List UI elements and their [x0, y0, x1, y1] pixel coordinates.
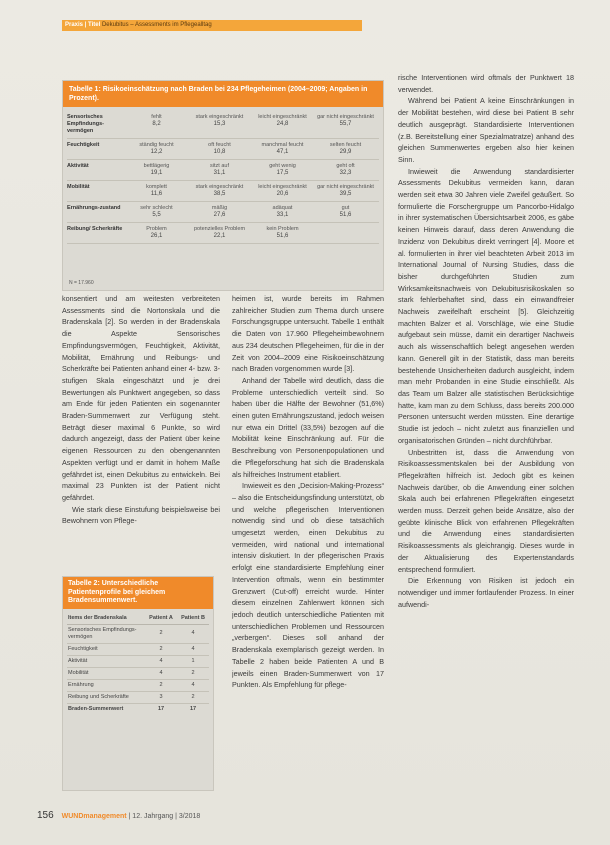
table-1-cell-label: Problem	[146, 226, 167, 232]
table-2-row	[67, 655, 209, 667]
table-1-cell	[314, 205, 377, 219]
table-2-sum-row	[67, 703, 209, 715]
page-footer	[37, 810, 200, 821]
table-2-cell: 4	[177, 679, 209, 691]
table-1-cell	[251, 114, 314, 135]
table-2-title: Tabelle 2: Unterschiedliche Patientenprofile bei gleichem Bradensummenwert.	[63, 577, 213, 609]
table-1-cell	[251, 226, 314, 240]
table-1-row-label: Ernährungs-zustand	[67, 205, 121, 211]
table-1-cell-label: stark eingeschränkt	[195, 114, 244, 120]
paragraph: konsentiert und am weitesten verbreiteten Assessments sind die Nortonskala und die Bradenskala [2]. So werden in der Bradenskala die Aspekte Sensorisches Empfindungsvermögen, Feuchtigkeit, Aktivität, Mobilität, Ernährung und Reibungs- und Scherkräfte bei Patienten anhand einer 4- bzw. 3-stufigen Skala eingeschätzt und je drei Bewertungen als Punktwert angegeben, so dass am Ende für jeden Patienten ein sogenannter Braden-Summenwert zur Verfügung steht. Beträgt dieser maximal 6 Punkte, so wird dadurch angezeigt, dass der Patient über keine eigenen Ressourcen zu den obengenannten Aspekten verfügt und er damit in hohem Maße gefährdet ist, einen Dekubitus zu entwickeln. Bei maximal 23 Punkten ist der Patient nicht gefährdet.	[62, 294, 220, 502]
table-2-sum-cell: Braden-Summenwert	[68, 705, 124, 712]
table-2-cell: 4	[145, 655, 177, 667]
table-1-cell-label: gar nicht eingeschränkt	[317, 114, 374, 120]
table-1-cell-value: 8,2	[152, 121, 161, 127]
paragraph: Die Erkennung von Risiken ist jedoch ein notwendiger und immer fortlaufender Prozess. In einer aufwendi-	[398, 576, 574, 609]
table-1-cell-value: 26,1	[150, 233, 163, 239]
table-1-cell-label: sehr schlecht	[140, 205, 173, 211]
text-column-middle	[232, 293, 384, 823]
table-1-cell	[125, 184, 188, 198]
table-1-cell-value: 38,5	[213, 191, 226, 197]
table-2-sum-cell: 17	[189, 705, 197, 712]
table-2-cell: 2	[177, 667, 209, 679]
table-1-note: N = 17.960	[69, 280, 94, 286]
table-1-grid	[67, 111, 379, 244]
table-1-cell-value: 31,1	[213, 170, 226, 176]
table-1-row	[67, 160, 379, 181]
table-2-cell: Ernährung	[67, 679, 145, 691]
paragraph: Wie stark diese Einstufung beispielsweise bei Bewohnern von Pflege-	[62, 504, 220, 526]
table-1-cell	[125, 163, 188, 177]
table-1-cell-value: 20,6	[276, 191, 289, 197]
table-1-cell	[188, 226, 251, 240]
paragraph: rische Interventionen wird oftmals der Punktwert 18 verwendet.	[398, 73, 574, 94]
table-1-cell-value: 15,3	[213, 121, 226, 127]
table-1-cell-label: komplett	[146, 184, 167, 190]
table-1-cell-label: sitzt auf	[210, 163, 229, 169]
table-2-cell: Aktivität	[67, 655, 145, 667]
table-1-cell-value: 51,6	[276, 233, 289, 239]
table-1-row	[67, 223, 379, 244]
table-1-cell-value: 5,5	[152, 212, 161, 218]
table-1-cell-label: kein Problem	[266, 226, 299, 232]
table-1-cell	[125, 114, 188, 135]
table-1	[62, 80, 384, 291]
table-1-row-label: Feuchtigkeit	[67, 142, 100, 148]
table-1-row-label: Aktivität	[67, 163, 89, 169]
table-1-cell	[125, 226, 188, 240]
paragraph: Inwieweit die Anwendung standardisierter Assessments Dekubitus vermeiden kann, daran werden seit etwa 30 Jahren viele Zweifel geäußert. So formulierte die Forschergruppe um Pancorbo-Hidalgo in ihrer systematischen Übersichtsarbeit 2006, es gäbe keinen Hinweis darauf, dass deren Anwendung die Inzidenz von Dekubitus direkt verringert [4]. Moore et al. formulierten in ihrer viel beachteten Arbeit 2013 im International Journal of Nursing Studies, dass die bisher durchgeführten Studien zum Wirksamkeitsnachweis von Dekubitusrisikoskalen so stark fehlerbehaftet sind, dass ein einwandfreier Nachweis zweifelhaft erscheint [5]. Gleichzeitig machten Balzer et al. Vorschläge, wie eine Studie aufgebaut sein müsse, damit ein derartiger Nachweis auch als wissenschaftlich belegt angesehen werden kann. Generell gilt in der Statistik, dass man bereits bestehende Unsicherheiten dadurch ausgleicht, indem man mehr Probanden in eine Studie einschließt. Als das Team um Balzer alle statistischen Berücksichtige hatte, kam man zu dem Schluss, dass bereits 200.000 Personen untersucht werden müssten. Eine derartige Studie ist jedoch – nicht zuletzt aus finanziellen und organisatorischen Gründen – nicht durchführbar.	[398, 166, 574, 445]
table-1-cell	[188, 205, 251, 219]
table-1-cell-label: gar nicht eingeschränkt	[317, 184, 374, 190]
issue-info: | 12. Jahrgang | 3/2018	[128, 813, 201, 820]
table-1-cell	[125, 142, 188, 156]
table-2-body	[67, 613, 209, 715]
paragraph: Anhand der Tabelle wird deutlich, dass die Probleme unterschiedlich verteilt sind. So haben über die Hälfte der Bewohner (51,6%) einen guten Ernährungszustand, jedoch weisen nur etwa ein Drittel (33,5%) bezogen auf die Mobilität keine Einschränkung auf. Für die Beschreibung von Personenpopulationen und die Pflegeforschung hat sich die Bradenskala als hilfreiches Instrument etabliert.	[232, 375, 384, 479]
table-1-cell-value: 33,1	[276, 212, 289, 218]
table-2-cell: 2	[145, 643, 177, 655]
paragraph: Während bei Patient A keine Einschränkungen in der Mobilität bestehen, wird diese bei Patient B sehr deutlich ausgeprägt. Standardisierte Interventionen (z.B. Bereitstellung einer Spezialmatratze) anhand des gleichen Summenwertes ergeben also hier keinen Sinn.	[398, 96, 574, 164]
header-accent	[342, 20, 362, 31]
table-2-cell: Feuchtigkeit	[67, 643, 145, 655]
table-1-cell-label: potenzielles Problem	[193, 226, 246, 232]
table-1-cell	[314, 226, 377, 240]
table-1-cell	[188, 184, 251, 198]
table-1-cell	[251, 142, 314, 156]
table-1-cell-label: geht wenig	[269, 163, 296, 169]
table-1-cell-value: 29,9	[339, 149, 352, 155]
paragraph: heimen ist, wurde bereits im Rahmen zahlreicher Studien zum Thema durch unsere Forschungsgruppe untersucht. Tabelle 1 enthält die Daten von 17.960 Pflegeheimbewohnern aus 234 deutschen Pflegeheimen, für die in der Zeit von 2004–2009 eine Risikoeinschätzung nach Braden vorgenommen wurde [3].	[232, 294, 384, 374]
table-1-cell	[251, 163, 314, 177]
table-2-header: Patient A	[145, 613, 177, 625]
table-1-cell-value: 24,8	[276, 121, 289, 127]
table-1-cell-label: leicht eingeschränkt	[258, 114, 307, 120]
magazine-name: WUNDmanagement	[61, 813, 127, 820]
table-1-cell-value: 17,5	[276, 170, 289, 176]
table-1-row	[67, 139, 379, 160]
table-2-cell: 4	[177, 643, 209, 655]
table-1-row-label: Reibung/ Scherkräfte	[67, 226, 123, 232]
table-1-cell-value: 12,2	[150, 149, 163, 155]
table-1-cell-label: oft feucht	[208, 142, 231, 148]
table-1-cell-label: bettlägerig	[143, 163, 170, 169]
table-1-title: Tabelle 1: Risikoeinschätzung nach Braden bei 234 Pflegeheimen (2004–2009; Angaben in Prozent).	[63, 81, 383, 107]
table-1-cell	[314, 184, 377, 198]
table-2-cell: Reibung und Scherkräfte	[67, 691, 145, 703]
table-2-row	[67, 643, 209, 655]
table-1-row	[67, 111, 379, 139]
table-1-cell-value: 19,1	[150, 170, 163, 176]
table-1-cell	[251, 205, 314, 219]
table-2-row	[67, 667, 209, 679]
table-1-cell-value: 27,6	[213, 212, 226, 218]
table-2-cell: 4	[145, 667, 177, 679]
paragraph: Inwieweit es den „Decision-Making-Prozess“ – also die Entscheidungsfindung unterstützt, ob und welche pflegerischen Interventionen notwendig sind und ob diese tatsächlich umgesetzt werden, einen Dekubitus zu vermeiden, wird national und international intensiv diskutiert. In der pflegerischen Praxis erfolgt eine standardisierte Empfehlung einer Intervention oftmals, wenn ein bestimmter Grenzwert (Cut-off) erreicht wurde. Hinter diesem einzelnen Zahlenwert können sich jedoch deutlich unterschiedliche Patienten mit unterschiedlichen Problemen und Ressourcen „verbergen“. Dieses soll anhand der Bradenskala exemplarisch gezeigt werden. In Tabelle 2 haben beide Patienten A und B jeweils einen Braden-Summenwert von 17 Punkten. Als Empfehlung für pflege-	[232, 481, 384, 690]
paragraph: Unbestritten ist, dass die Anwendung von Risikoassessmentskalen bei der Ausbildung von Pflegekräften hilfreich ist. Jedoch gibt es keinen Nachweis darüber, ob die Anwendung einer solchen Skala auch bei erfahrenen Pflegekräften eingesetzt werden muss. Derzeit gehen beide Ansätze, also der geübte klinische Blick von erfahrenen Pflegekräften und die Anwendung eines standardisierten Risikoassessments als gleichrangig. Dieses wurde in der Aktualisierung des Expertenstandards entsprechend formuliert.	[398, 447, 574, 574]
table-2-cell: 2	[145, 679, 177, 691]
table-1-cell	[188, 142, 251, 156]
table-1-cell-label: gut	[341, 205, 350, 211]
table-1-cell-value: 11,6	[150, 191, 163, 197]
table-1-cell-value: 10,8	[213, 149, 226, 155]
table-1-cell	[314, 142, 377, 156]
table-1-cell-label: stark eingeschränkt	[195, 184, 244, 190]
table-2-cell: 3	[145, 691, 177, 703]
table-2-cell: 1	[177, 655, 209, 667]
table-2-cell: Sensorisches Empfindungs-vermögen	[67, 624, 145, 643]
page-number: 156	[37, 810, 54, 821]
running-header	[62, 20, 345, 31]
table-1-cell-label: ständig feucht	[139, 142, 174, 148]
table-1-cell-value: 55,7	[339, 121, 352, 127]
table-1-cell-label: adäquat	[272, 205, 293, 211]
table-2-row	[67, 691, 209, 703]
table-2-header: Items der Bradenskala	[67, 613, 145, 625]
header-section: Praxis | Titel	[65, 22, 101, 28]
table-1-cell-value: 47,1	[276, 149, 289, 155]
table-1-row	[67, 181, 379, 202]
table-2-cell: 4	[177, 624, 209, 643]
table-1-cell	[188, 114, 251, 135]
table-2-cell: 2	[177, 691, 209, 703]
table-1-cell	[125, 205, 188, 219]
table-1-cell-label: manchmal feucht	[261, 142, 304, 148]
table-2-header: Patient B	[177, 613, 209, 625]
table-2-row	[67, 624, 209, 643]
table-2-sum-cell: 17	[157, 705, 165, 712]
table-1-cell	[251, 184, 314, 198]
header-topic: Dekubitus – Assessments im Pflegealltag	[101, 22, 212, 28]
table-1-row-label: Mobilität	[67, 184, 90, 190]
table-1-cell-label: geht oft	[336, 163, 355, 169]
table-2	[62, 576, 214, 791]
table-2-row	[67, 679, 209, 691]
table-1-cell-label: mäßig	[211, 205, 228, 211]
table-1-cell-label: fehlt	[151, 114, 162, 120]
table-1-cell-value: 32,3	[339, 170, 352, 176]
table-2-cell: Mobilität	[67, 667, 145, 679]
table-1-cell-label: leicht eingeschränkt	[258, 184, 307, 190]
table-1-row-label: Sensorisches Empfindungs-vermögen	[67, 114, 104, 134]
text-column-right	[398, 72, 574, 832]
table-2-cell: 2	[145, 624, 177, 643]
table-1-cell-value: 39,5	[339, 191, 352, 197]
table-1-row	[67, 202, 379, 223]
table-1-cell-value: 22,1	[213, 233, 226, 239]
table-1-cell	[314, 114, 377, 135]
table-1-cell-label: selten feucht	[329, 142, 362, 148]
table-1-cell	[314, 163, 377, 177]
text-column-left	[62, 293, 220, 561]
table-1-cell-value: 51,6	[339, 212, 352, 218]
table-1-cell	[188, 163, 251, 177]
